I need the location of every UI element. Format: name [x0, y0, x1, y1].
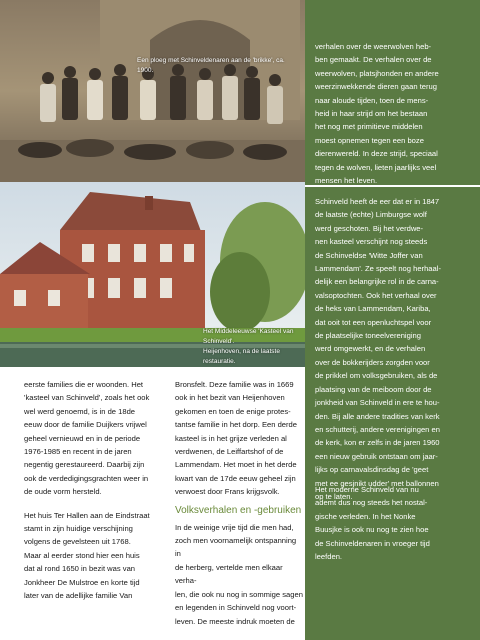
- body-line: dat al rond 1650 in bezit was van: [24, 564, 136, 574]
- sidebar-line: valsoptochten. Ook het verhaal over: [315, 290, 437, 300]
- body-line: stamt in zijn huidige verschijning: [24, 524, 133, 534]
- body-line: geheel vernieuwd en in de periode: [24, 433, 141, 443]
- body-line: Het huis Ter Hallen aan de Eindstraat: [24, 510, 150, 520]
- sidebar-line: het nog met primitieve middelen: [315, 122, 423, 132]
- body-line: Maar al eerder stond hier een huis: [24, 550, 140, 560]
- sidebar-line: over de bokkerijders zorgden voor: [315, 357, 430, 367]
- section-heading: Volksverhalen en -gebruiken: [175, 504, 302, 516]
- sidebar-line: werd omgewerkt, en de verhalen: [315, 344, 426, 354]
- sidebar-line: weerzinwekkende dieren gaan terug: [315, 82, 438, 92]
- body-line: ook de verdedigingsgrachten weer in: [24, 473, 149, 483]
- sidebar-line: ademt dus nog steeds het nostal-: [315, 498, 428, 508]
- sidebar-line: een nieuw gebruik ontstaan om jaar-: [315, 451, 438, 461]
- body-line: Bronsfelt. Deze familie was in 1669: [175, 380, 294, 389]
- sidebar-line: de Schinveldse 'Witte Joffer van: [315, 250, 423, 260]
- body-line: leven. De meeste indruk moeten de: [175, 616, 295, 626]
- body-line: 1976-1985 en recent in de jaren: [24, 447, 132, 457]
- sidebar-line: Buusjke is ook nu nog te zien hoe: [315, 525, 429, 535]
- body-line: tantse familie in het dorp. Een derde: [175, 420, 297, 430]
- sidebar-line: naar aloude tijden, toen de mens-: [315, 95, 429, 105]
- sidebar-divider: [305, 185, 480, 187]
- sidebar-line: mensen het leven.: [315, 176, 378, 186]
- sidebar-paragraph-3: [315, 483, 475, 563]
- sidebar-line: ben gemaakt. De verhalen over de: [315, 55, 432, 65]
- sidebar-paragraph-2: [315, 195, 475, 503]
- sidebar-line: leefden.: [315, 552, 343, 562]
- sidebar-line: jonkheid van Schinveld in ere te hou-: [315, 398, 440, 408]
- castle-caption-line-1: Het Middeleeuwse 'Kasteel van Schinveld'.: [203, 328, 294, 345]
- sidebar-line: de laatste (echte) Limburgse wolf: [315, 210, 427, 220]
- sidebar-line: den. Bij alle andere tradities van kerk: [315, 411, 440, 421]
- sidebar-line: de kerk, kon er zelfs in de jaren 1960: [315, 438, 440, 448]
- body-line: 'kasteel van Schinveld', zoals het ook: [24, 393, 150, 403]
- body-line: len, die ook nu nog in sommige sagen: [175, 589, 303, 599]
- sidebar-line: heid in haar strijd om het bestaan: [315, 109, 428, 119]
- body-line: kwart van de 17de eeuw geheel zijn: [175, 473, 296, 483]
- body-line: eerste families die er woonden. Het: [24, 380, 144, 389]
- body-line: negentig gerestaureerd. Daarbij zijn: [24, 460, 145, 470]
- sidebar-line: de Schinveldenaren in vroeger tijd: [315, 538, 430, 548]
- sidebar-line: nen kasteel verschijnt nog steeds: [315, 237, 428, 247]
- body-line: Lammendam. Het moet in het derde: [175, 460, 297, 470]
- body-line: verwoest door Frans krijgsvolk.: [175, 487, 280, 497]
- sidebar-line: Lammendam'. Ze speelt nog herhaal-: [315, 264, 441, 274]
- sidebar-line: en schutterij, andere verenigingen en: [315, 424, 440, 434]
- body-line: kasteel is in het grijze verleden al: [175, 433, 287, 443]
- sidebar-line: Het moderne Schinveld van nu: [315, 485, 419, 494]
- sidebar-line: werd geschoten. Bij het verdwe-: [315, 223, 424, 233]
- sidebar-line: dierenwereld. In deze strijd, speciaal: [315, 149, 438, 159]
- top-photo-caption: Een ploeg met Schinveldenaren aan de 'brikke', ca. 1900.: [137, 57, 285, 74]
- sidebar-line: verhalen over de weerwolven heb-: [315, 42, 432, 51]
- sidebar-line: delijk een belangrijke rol in de carna-: [315, 277, 439, 287]
- sidebar-line: gische verleden. In het Nonke: [315, 511, 416, 521]
- text-column-2: [175, 378, 303, 628]
- sidebar-paragraph-1: [315, 40, 475, 187]
- sidebar-line: tegen de wolven, lieten jaarlijks veel: [315, 162, 437, 172]
- castle-caption-line-2: Heijenhoven, na de laatste restauratie.: [203, 348, 280, 365]
- body-line: Jonkheer De Mulstroe en korte tijd: [24, 577, 140, 587]
- sidebar-line: Schinveld heeft de eer dat er in 1847: [315, 197, 440, 206]
- body-line: en legenden in Schinveld nog voort-: [175, 603, 297, 613]
- sidebar-line: de heks van Lammendam, Kariba,: [315, 304, 431, 314]
- group-photo-image: [0, 0, 305, 182]
- body-line: volgens de gevelsteen uit 1768.: [24, 537, 131, 547]
- sidebar-line: de plaatselijke toneelvereniging: [315, 331, 421, 341]
- text-column-1: [24, 378, 159, 603]
- sidebar-line: plaatsing van de meiboom door de: [315, 384, 432, 394]
- body-line: zoch men voornamelijk ontspanning in: [175, 536, 297, 559]
- sidebar-line: de prikkel om volksgebruiken, als de: [315, 371, 438, 381]
- sidebar-line: met ee gesjnikt udder' met ballonnen: [315, 478, 439, 488]
- body-line: verdwenen, de Leiffartshof of de: [175, 447, 284, 457]
- castle-photo-caption: [203, 327, 303, 367]
- body-line: later van de adellijke familie Van: [24, 591, 133, 601]
- body-line: de oude vorm hersteld.: [24, 487, 102, 497]
- sidebar-line: moest opnemen tegen een boze: [315, 135, 424, 145]
- body-line: de herberg, vertelde men elkaar verha-: [175, 562, 283, 586]
- body-line: eeuw door de familie Duijkers vrijwel: [24, 420, 147, 430]
- body-line: In de weinige vrije tijd die men had,: [175, 522, 294, 532]
- body-line: wel werd genoemd, is in de 18de: [24, 406, 136, 416]
- paragraph-gap: [24, 499, 159, 509]
- historic-group-photo: [0, 0, 305, 182]
- sidebar-line: lijks op carnavalsdinsdag de 'geet: [315, 465, 429, 475]
- sidebar-line: op te laten.: [315, 491, 353, 501]
- body-line: ook in het bezit van Heijenhoven: [175, 393, 285, 403]
- body-line: gekomen en toen de enige protes-: [175, 406, 291, 416]
- sidebar-line: dat ooit tot een openluchtspel voor: [315, 317, 432, 327]
- sidebar-line: weerwolven, platsjhonden en andere: [315, 68, 439, 78]
